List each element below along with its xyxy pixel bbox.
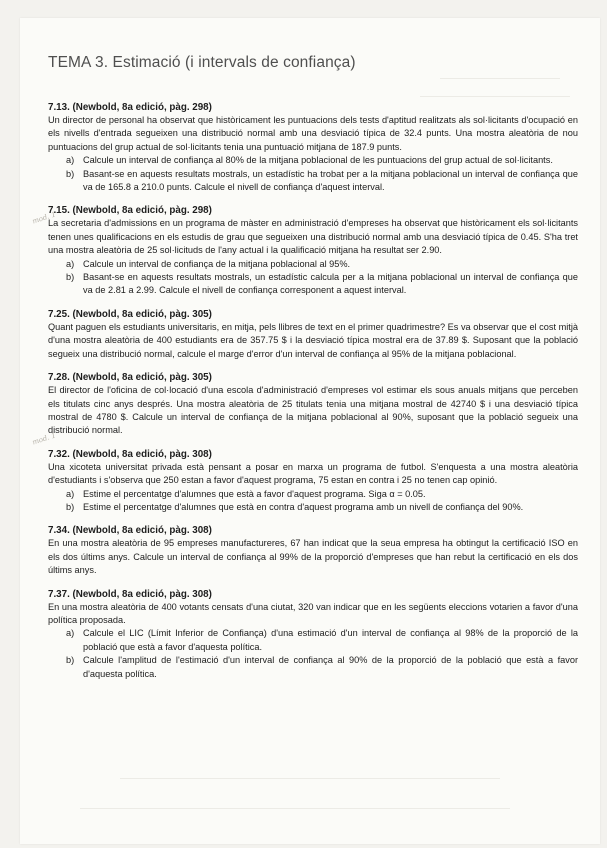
problem-subitem xyxy=(66,627,578,654)
subitem-label: a) xyxy=(66,628,75,639)
problem-list xyxy=(48,102,578,681)
show-through-line xyxy=(120,778,500,779)
page-title: TEMA 3. Estimació (i intervals de confiança) xyxy=(48,54,356,71)
problem-subitem xyxy=(66,168,578,195)
handwritten-note: mod. 1 xyxy=(31,210,57,226)
problem-subitem xyxy=(66,271,578,298)
problem xyxy=(48,525,578,577)
problem-heading: 7.34. (Newbold, 8a edició, pàg. 308) xyxy=(48,525,212,537)
problem xyxy=(48,589,578,681)
subitem-label: b) xyxy=(66,272,75,283)
problem-heading: 7.28. (Newbold, 8a edició, pàg. 305) xyxy=(48,372,212,384)
problem xyxy=(48,372,578,438)
problem-subitem xyxy=(66,488,578,501)
document-page xyxy=(20,18,600,844)
problem xyxy=(48,102,578,194)
subitem-text: Basant-se en aquests resultats mostrals, un estadístic ha trobat per a la mitjana poblacional un interval de confiança que va de 165.8 a 210.0 punts. Calcule el nivell de confiança d'aquest interval. xyxy=(83,168,578,193)
subitem-label: a) xyxy=(66,488,75,499)
problem-statement: Un director de personal ha observat que històricament les puntuacions dels tests d'aptitud realitzats als sol·licitants d'ocupació en els nivells d'entrada segueixen una distribució normal amb una desviació típica de 32.4 punts. Una mostra aleatòria de nou puntuacions del grup actual de sol·licitants tenia una puntuació mitjana de 187.9 punts. xyxy=(48,115,578,152)
problem-statement: En una mostra aleatòria de 95 empreses manufactureres, 67 han indicat que la seua empresa ha obtingut la certificació ISO en els dos últims anys. Calcule un interval de confiança al 99% de la proporció d'empreses que han rebut la certificació en els dos últims anys. xyxy=(48,538,578,576)
problem-statement: El director de l'oficina de col·locació d'una escola d'administració d'empreses vol estimar els sous anuals mitjans que perceben els titulats cinc anys després. Una mostra aleatòria de 25 titulats tenia una mitjana mostral de 42740 $ i una desviació típica mostral de 4780 $. Calcule un interval de confiança de la mitjana poblacional al 90%, suposant que la població segueix una distribució normal. xyxy=(48,385,578,436)
handwritten-note: mod. 1 xyxy=(31,431,57,447)
subitem-text: Calcule un interval de confiança al 80% de la mitjana poblacional de les puntuacions del grup actual de sol·licitants. xyxy=(83,155,553,166)
problem-subitems xyxy=(48,154,578,194)
problem-heading: 7.15. (Newbold, 8a edició, pàg. 298) xyxy=(48,205,212,217)
problem-subitems xyxy=(48,627,578,681)
problem-statement: La secretaria d'admissions en un programa de màster en administració d'empreses ha observat que històricament els sol·licitants tenen unes qualificacions en els estudis de grau que segueixen una distribució normal amb una desviació típica de 0.45. S'ha tret una mostra aleatòria de 25 sol·licituds de l'any actual i la qualificació mitjana ha resultat ser 2.90. xyxy=(48,218,578,256)
subitem-label: a) xyxy=(66,258,75,269)
subitem-text: Basant-se en aquests resultats mostrals, un estadístic calcula per a la mitjana poblacional un interval de confiança que va de 2.81 a 2.99. Calcule el nivell de confiança corresponent a aquest interval. xyxy=(83,272,578,296)
subitem-text: Calcule el LIC (Límit Inferior de Confiança) d'una estimació d'un interval de confiança al 98% de la proporció de la població que està a favor d'aquesta política. xyxy=(83,628,578,652)
subitem-label: a) xyxy=(66,155,75,166)
problem-statement: Quant paguen els estudiants universitaris, en mitja, pels llibres de text en el primer quadrimestre? Es va observar que el cost mitjà d'una mostra aleatòria de 400 estudiants era de 357.75 $ i la desviació típica mostral era de 37.89 $. Suposant que la població segueix una distribució normal, calcule el marge d'error d'un interval de confiança al 95% de la mitjana poblacional. xyxy=(48,321,578,359)
subitem-label: b) xyxy=(66,655,75,666)
subitem-label: b) xyxy=(66,168,75,179)
problem-statement: En una mostra aleatòria de 400 votants censats d'una ciutat, 320 van indicar que en les següents eleccions votarien a favor d'una política proposada. xyxy=(48,601,578,625)
problem-statement: Una xicoteta universitat privada està pensant a posar en marxa un programa de futbol. S'enquesta a una mostra aleatòria d'estudiants i s'observa que 250 estan a favor d'aquest programa, 75 estan en contra i 25 no tenen cap opinió. xyxy=(48,461,578,486)
problem-subitem xyxy=(66,154,578,167)
problem-subitems xyxy=(48,258,578,298)
subitem-text: Estime el percentatge d'alumnes que està en contra d'aquest programa amb un nivell de confiança del 90%. xyxy=(83,501,524,512)
problem-heading: 7.32. (Newbold, 8a edició, pàg. 308) xyxy=(48,448,212,460)
problem xyxy=(48,449,578,515)
problem xyxy=(48,205,578,297)
problem-subitem xyxy=(66,501,578,514)
subitem-label: b) xyxy=(66,501,75,512)
problem-heading: 7.37. (Newbold, 8a edició, pàg. 308) xyxy=(48,588,212,600)
subitem-text: Calcule un interval de confiança de la mitjana poblacional al 95%. xyxy=(83,258,351,269)
page-content xyxy=(48,54,578,692)
problem xyxy=(48,309,578,361)
show-through-line xyxy=(80,808,510,809)
problem-subitem xyxy=(66,654,578,681)
problem-subitems xyxy=(48,488,578,515)
subitem-text: Calcule l'amplitud de l'estimació d'un interval de confiança al 90% de la proporció de la població que està a favor d'aquesta política. xyxy=(83,655,578,679)
problem-subitem xyxy=(66,258,578,271)
problem-heading: 7.25. (Newbold, 8a edició, pàg. 305) xyxy=(48,308,212,320)
subitem-text: Estime el percentatge d'alumnes que està a favor d'aquest programa. Siga α = 0.05. xyxy=(83,488,426,499)
problem-heading: 7.13. (Newbold, 8a edició, pàg. 298) xyxy=(48,102,212,113)
